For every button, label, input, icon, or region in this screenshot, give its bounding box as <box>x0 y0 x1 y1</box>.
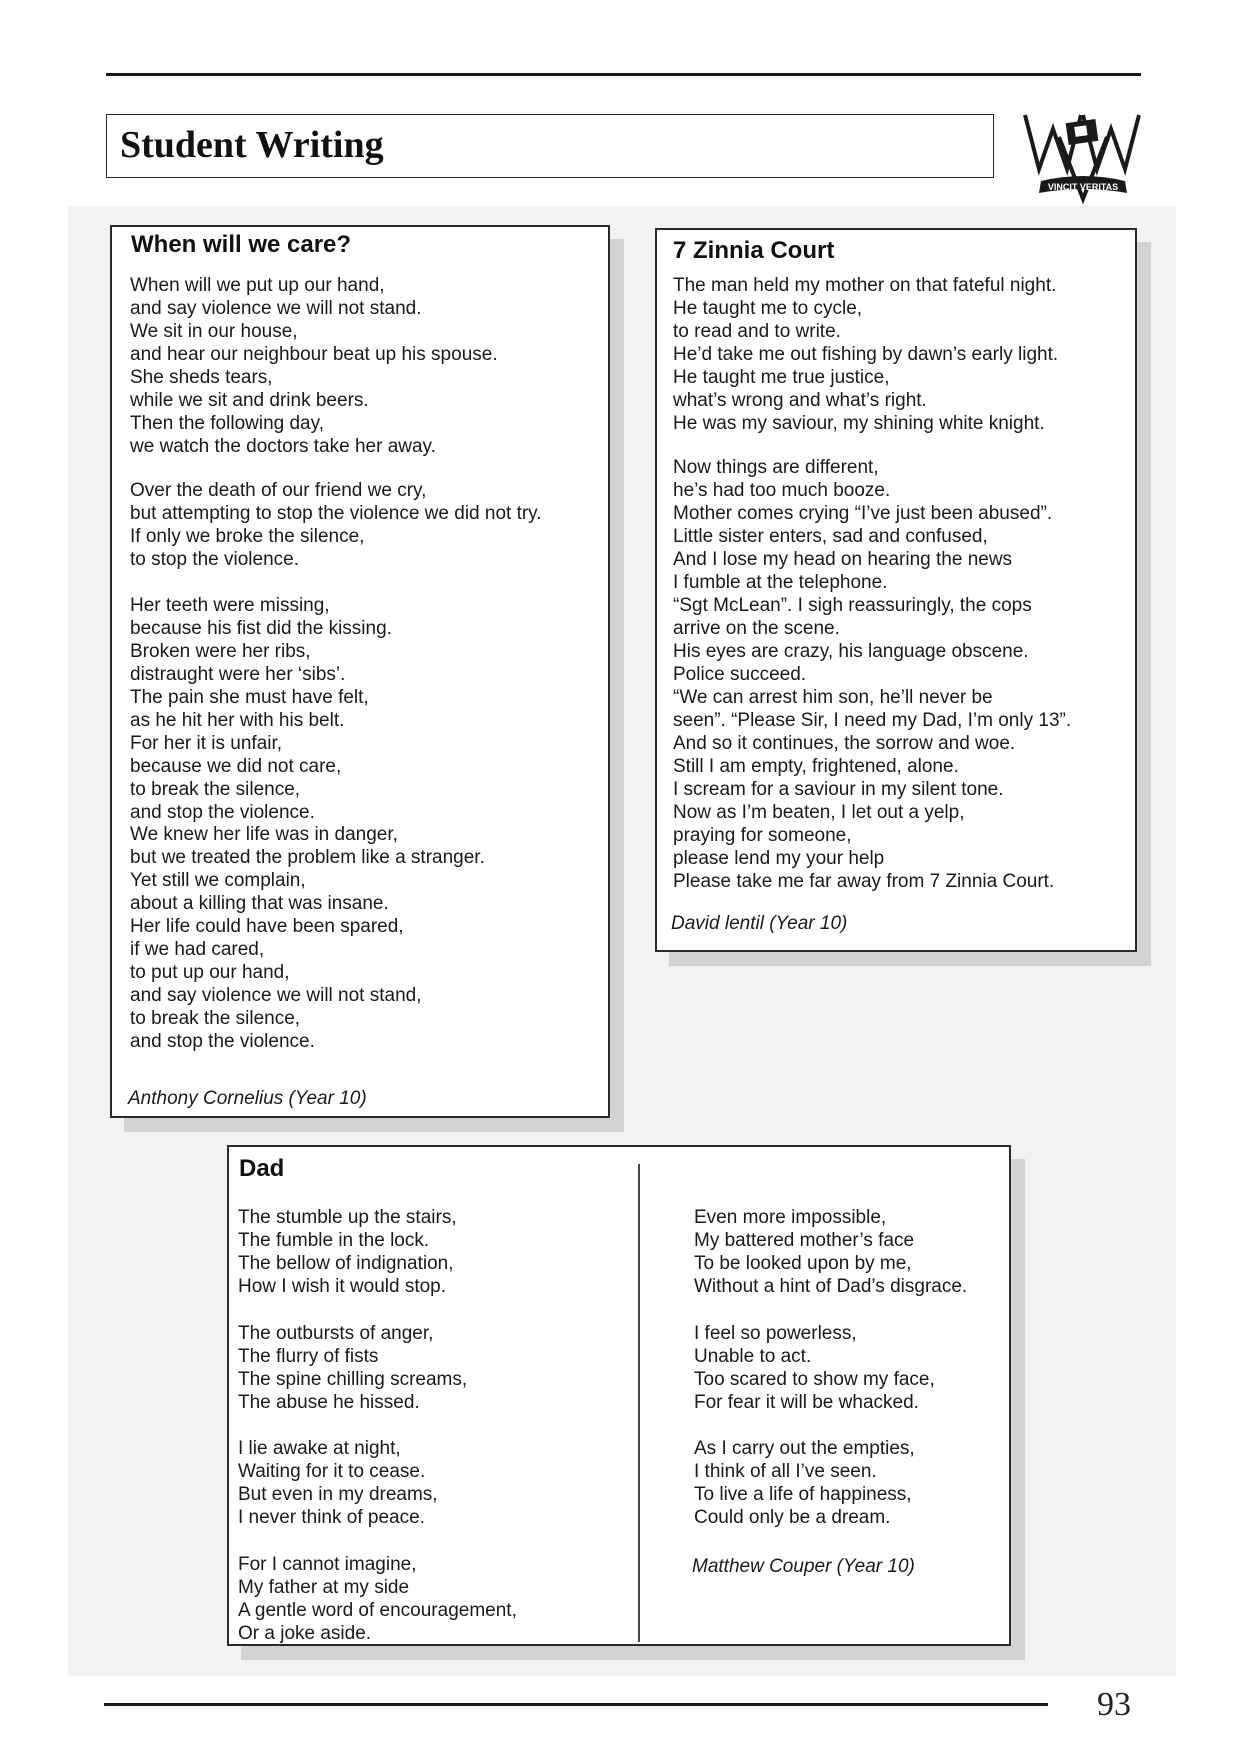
poem-stanza: Over the death of our friend we cry, but attempting to stop the violence we did not try. If only we broke the silence, to stop the violence. <box>130 480 542 570</box>
poem-stanza: I lie awake at night, Waiting for it to cease. But even in my dreams, I never think of peace. <box>238 1438 438 1528</box>
poem-stanza: I feel so powerless, Unable to act. Too scared to show my face, For fear it will be whacked. <box>694 1323 935 1413</box>
poem-author: David lentil (Year 10) <box>671 913 848 934</box>
poem-stanza: The stumble up the stairs, The fumble in the lock. The bellow of indignation, How I wish it would stop. <box>238 1207 457 1297</box>
poem-title: Dad <box>239 1155 285 1182</box>
school-crest-logo <box>1023 107 1141 207</box>
top-rule <box>106 73 1141 76</box>
page-title: Student Writing <box>120 124 384 166</box>
title-box <box>106 114 994 178</box>
poem-stanza: Her teeth were missing, because his fist did the kissing. Broken were her ribs, distraught were her ‘sibs’. The pain she must have felt, as he hit her with his belt. For her it is unfair, because we did not care, to break the silence, and stop the violence. <box>130 595 392 823</box>
column-divider <box>638 1164 640 1642</box>
page-number: 93 <box>1097 1686 1131 1723</box>
poem-stanza: When will we put up our hand, and say violence we will not stand. We sit in our house, and hear our neighbour beat up his spouse. She sheds tears, while we sit and drink beers. Then the following day, we watch the doctors take her away. <box>130 275 498 457</box>
poem-stanza: The man held my mother on that fateful night. He taught me to cycle, to read and to write. He’d take me out fishing by dawn’s early light. He taught me true justice, what’s wrong and what’s right. He was my saviour, my shining white knight. <box>673 275 1059 434</box>
poem-card-when-will-we-care <box>110 225 610 1118</box>
poem-stanza: We knew her life was in danger, but we treated the problem like a stranger. Yet still we complain, about a killing that was insane. Her life could have been spared, if we had cared, to put up our hand, and say violence we will not stand, to break the silence, and stop the violence. <box>130 824 485 1052</box>
poem-stanza: Now things are different, he’s had too much booze. Mother comes crying “I’ve just been abused”. Little sister enters, sad and confused, And I lose my head on hearing the news I fumble at the telephone. “Sgt McLean”. I sigh reassuringly, the cops arrive on the scene. His eyes are crazy, his language obscene. Police succeed. “We can arrest him son, he’ll never be seen”. “Please Sir, I need my Dad, I’m only 13”. And so it continues, the sorrow and woe. Still I am empty, frightened, alone. I scream for a saviour in my silent tone. Now as I’m beaten, I let out a yelp, praying for someone, please lend my your help Please take me far away from 7 Zinnia Court. <box>673 457 1072 892</box>
poem-card-7-zinnia-court <box>655 228 1137 952</box>
poem-stanza: As I carry out the empties, I think of all I’ve seen. To live a life of happiness, Could only be a dream. <box>694 1438 915 1528</box>
crest-motto: VINCIT VERITAS <box>1047 182 1119 192</box>
poem-card-dad <box>227 1145 1011 1646</box>
poem-stanza: Even more impossible, My battered mother’s face To be looked upon by me, Without a hint of Dad’s disgrace. <box>694 1207 968 1297</box>
bottom-rule <box>104 1703 1048 1706</box>
poem-title: When will we care? <box>131 231 352 258</box>
poem-stanza: The outbursts of anger, The flurry of fists The spine chilling screams, The abuse he hissed. <box>238 1323 468 1413</box>
poem-author: Anthony Cornelius (Year 10) <box>128 1088 367 1109</box>
crest-flag-icon <box>1066 119 1099 145</box>
poem-stanza: For I cannot imagine, My father at my side A gentle word of encouragement, Or a joke aside. <box>238 1554 517 1644</box>
poem-title: 7 Zinnia Court <box>673 237 835 264</box>
poem-author: Matthew Couper (Year 10) <box>692 1556 915 1577</box>
